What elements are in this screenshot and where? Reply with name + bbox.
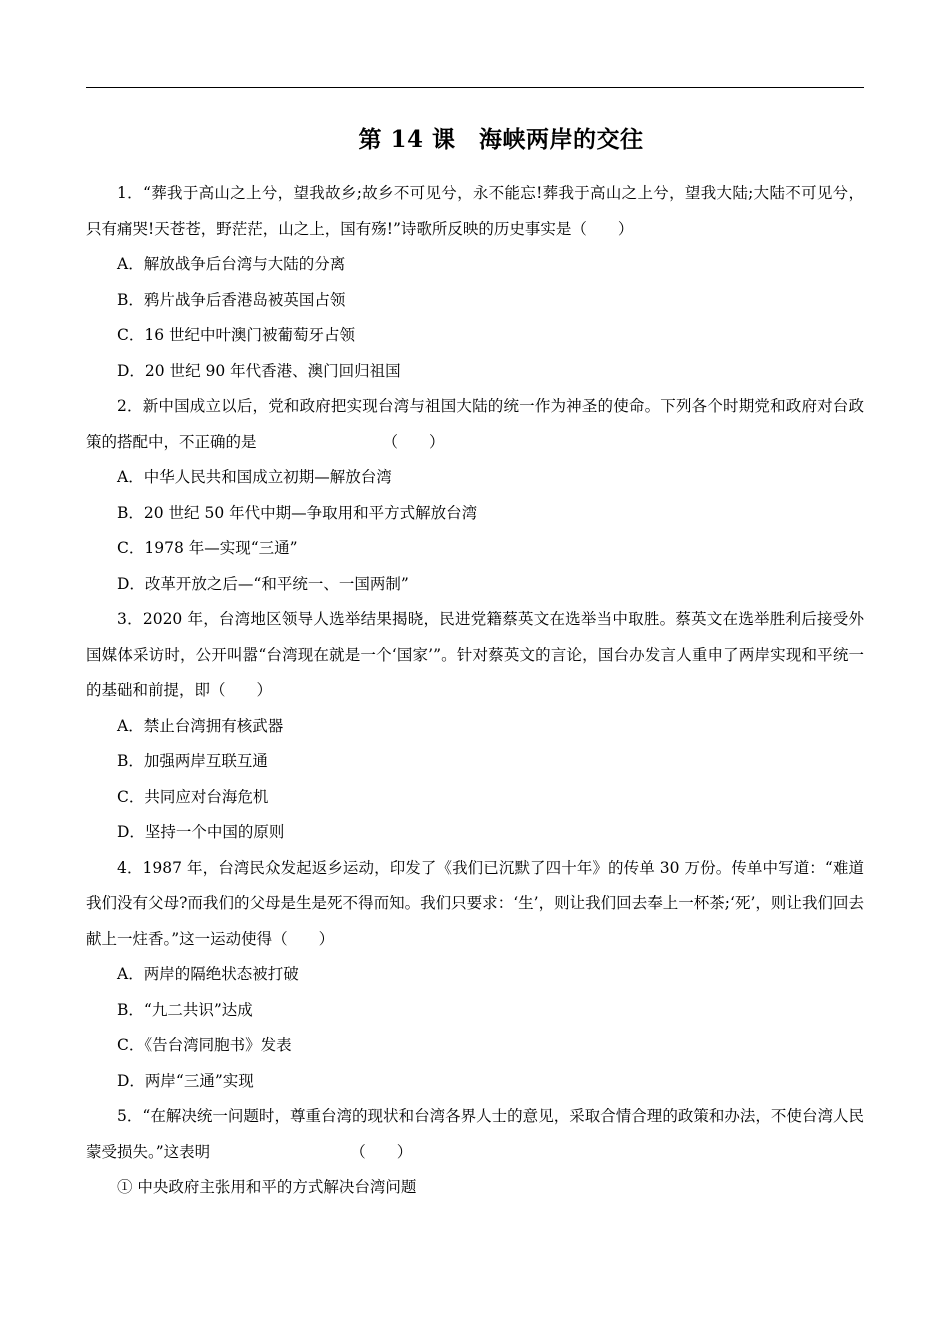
option-c: C．共同应对台海危机: [117, 787, 269, 806]
option-b: B．“九二共识”达成: [117, 1000, 253, 1019]
option-c: C．1978 年—实现“三通”: [117, 539, 298, 557]
option-d: D．20 世纪 90 年代香港、澳门回归祖国: [117, 361, 401, 380]
question-stem-text: 5．“在解决统一问题时，尊重台湾的现状和台湾各界人士的意见，采取合情合理的政策和办法，不使台湾人民蒙受损失。”这表明: [86, 1107, 864, 1161]
option-d: D．坚持一个中国的原则: [117, 823, 285, 841]
question-2: [86, 389, 864, 602]
option-b: B．加强两岸互联互通: [117, 752, 268, 770]
option-c: C．16 世纪中叶澳门被葡萄牙占领: [117, 326, 356, 344]
option-c: C．《告台湾同胞书》发表: [117, 1036, 292, 1054]
question-stem: 4．1987 年，台湾民众发起返乡运动，印发了《我们已沉默了四十年》的传单 30 万份。传单中写道：“难道我们没有父母?而我们的父母是生是死不得而知。我们只要求：‘生’，则让我们回去奉上一杯茶;‘死’，则让我们回去献上一炷香。”这一运动使得（ ）: [86, 858, 864, 948]
question-1: [86, 176, 864, 389]
answer-bracket: （ ）: [350, 1142, 413, 1161]
question-3: [86, 602, 864, 851]
statement-1: ① 中央政府主张用和平的方式解决台湾问题: [117, 1178, 417, 1196]
option-a: A．解放战争后台湾与大陆的分离: [117, 255, 346, 273]
option-b: B．鸦片战争后香港岛被英国占领: [117, 290, 346, 309]
option-a: A．禁止台湾拥有核武器: [117, 716, 284, 735]
option-a: A．两岸的隔绝状态被打破: [117, 965, 299, 983]
page-title: 第 14 课 海峡两岸的交往: [358, 126, 644, 153]
question-5: [86, 1099, 864, 1206]
question-4: [86, 851, 864, 1100]
question-stem: 1．“葬我于高山之上兮，望我故乡;故乡不可见兮，永不能忘!葬我于高山之上兮，望我大陆;大陆不可见兮，只有痛哭!天苍苍，野茫茫，山之上，国有殇!”诗歌所反映的历史事实是（ ）: [86, 184, 864, 238]
question-stem-text: 2．新中国成立以后，党和政府把实现台湾与祖国大陆的统一作为神圣的使命。下列各个时期党和政府对台政策的搭配中，不正确的是: [86, 397, 864, 451]
question-stem: 3．2020 年，台湾地区领导人选举结果揭晓，民进党籍蔡英文在选举当中取胜。蔡英文在选举胜利后接受外国媒体采访时，公开叫嚣“台湾现在就是一个‘国家’”。针对蔡英文的言论，国台办发言人重申了两岸实现和平统一的基础和前提，即（ ）: [86, 610, 864, 699]
question-stem: [86, 1099, 864, 1170]
option-a: A．中华人民共和国成立初期—解放台湾: [117, 468, 392, 486]
question-list: [86, 176, 864, 1206]
option-b: B．20 世纪 50 年代中期—争取用和平方式解放台湾: [117, 503, 478, 522]
option-d: D．改革开放之后—“和平统一、一国两制”: [117, 574, 409, 593]
answer-bracket: （ ）: [382, 432, 445, 451]
question-stem: [86, 389, 864, 460]
option-d: D．两岸“三通”实现: [117, 1071, 254, 1090]
header-rule: [86, 87, 864, 88]
